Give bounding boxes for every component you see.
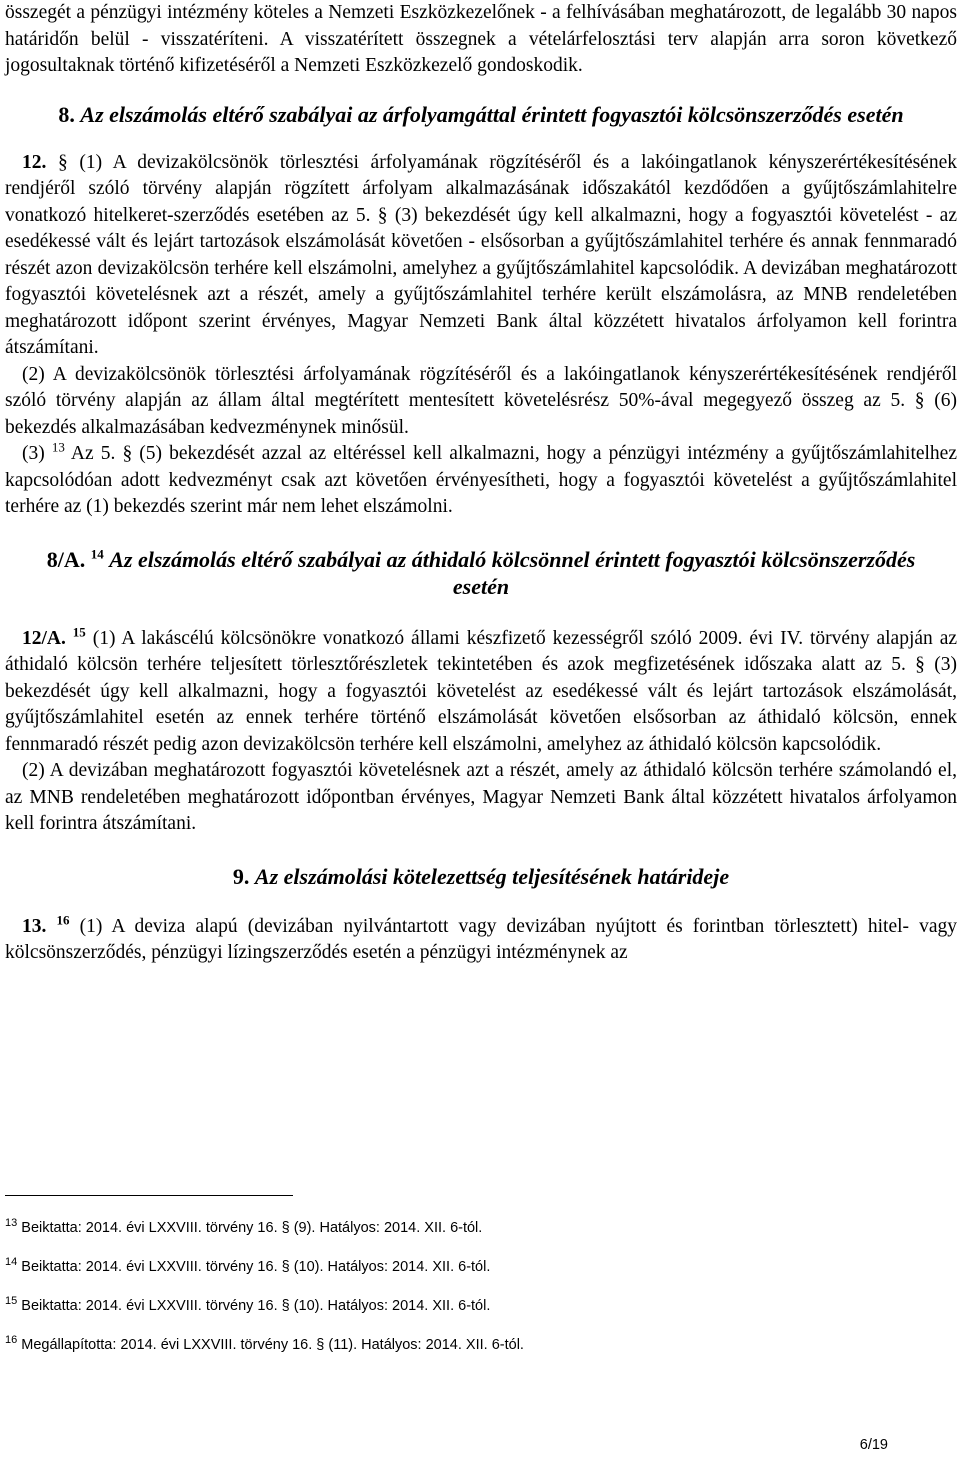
footnote-text: Beiktatta: 2014. évi LXXVIII. törvény 16. § (10). Hatályos: 2014. XII. 6-tól. xyxy=(21,1298,491,1314)
footnote-text: Beiktatta: 2014. évi LXXVIII. törvény 16. § (9). Hatályos: 2014. XII. 6-tól. xyxy=(21,1220,483,1236)
section-9-number: 9. xyxy=(232,863,250,889)
paragraph-13-number: 13. xyxy=(22,915,47,937)
footnote-ref-16[interactable]: 16 xyxy=(56,912,70,927)
footnotes xyxy=(5,1218,905,1374)
intro-paragraph: összegét a pénzügyi intézmény köteles a Nemzeti Eszközkezelőnek - a felhívásában meghatározott, de legalább 30 napos határidőn belül - visszatéríteni. A visszatérített összegnek a vételárfelosztási terv alapján arra soron következő jogosultaknak történő kifizetéséről a Nemzeti Eszközkezelő gondoskodik. xyxy=(5,2,957,76)
footnote-separator xyxy=(5,1195,293,1196)
section-8a-heading xyxy=(19,546,943,600)
footnote-number: 16 xyxy=(5,1334,18,1347)
section-9-title: Az elszámolási kötelezettség teljesítésének határideje xyxy=(254,863,730,889)
footnote-15 xyxy=(5,1296,905,1316)
footnote-16 xyxy=(5,1335,905,1355)
paragraph-12-number: 12. xyxy=(22,151,47,173)
paragraph-13-1-text: (1) A deviza alapú (devizában nyilvántartott vagy devizában nyújtott és forintban törlesztett) hitel- vagy kölcsönszerződés, pénzügyi lízingszerződés esetén a pénzügyi intézménynek az xyxy=(5,915,958,963)
paragraph-12a-2: (2) A devizában meghatározott fogyasztói követelésnek azt a részét, amely az áthidaló kölcsön terhére számolandó el, az MNB rendeletében meghatározott időpontban érvényes, Magyar Nemzeti Bank által közzétett hivatalos árfolyamon kell forintra átszámítani. xyxy=(5,760,957,834)
footnote-number: 15 xyxy=(5,1295,18,1308)
paragraph-13-1 xyxy=(5,914,957,967)
footnote-number: 14 xyxy=(5,1256,18,1269)
footnote-number: 13 xyxy=(5,1217,18,1230)
section-8a-title: Az elszámolás eltérő szabályai az áthidaló kölcsönnel érintett fogyasztói kölcsönszerződés esetén xyxy=(109,546,916,599)
section-8-title: Az elszámolás eltérő szabályai az árfolyamgáttal érintett fogyasztói kölcsönszerződés esetén xyxy=(80,101,904,127)
page-number: 6/19 xyxy=(859,1437,888,1453)
paragraph-12a-1-text: (1) A lakáscélú kölcsönökre vonatkozó állami készfizető kezességről szóló 2009. évi IV. törvény alapján az áthidaló kölcsön terhére teljesített törlesztőrészletek tekintetében és azok megfizetésének időszaka alatt az 5. § (3) bekezdését úgy kell alkalmazni, hogy a fogyasztói követelést az esedékessé vált és lejárt tartozások elszámolását, gyűjtőszámlahitel esetén az ennek terhére történő elszámolását követően elsősorban az áthidaló kölcsön, ennek fennmaradó részét pedig azon devizakölcsön terhére kell elszámolni, amelyhez az áthidaló kölcsön kapcsolódik. xyxy=(5,627,958,755)
paragraph-12-3-prefix: (3) xyxy=(22,443,45,464)
footnote-ref-15[interactable]: 15 xyxy=(72,624,86,639)
section-9-heading xyxy=(19,863,943,890)
footnote-14 xyxy=(5,1257,905,1277)
paragraph-12-2: (2) A devizakölcsönök törlesztési árfolyamának rögzítéséről és a lakóingatlanok kényszerértékesítésének rendjéről szóló törvény alapján az állam által megtérített mentesített követelésrész 50%-ával megegyező összeg az 5. § (6) bekezdés alkalmazásában kedvezménynek minősül. xyxy=(5,363,957,438)
footnote-text: Beiktatta: 2014. évi LXXVIII. törvény 16. § (10). Hatályos: 2014. XII. 6-tól. xyxy=(21,1259,491,1275)
section-8-number: 8. xyxy=(58,101,75,127)
paragraph-12-3-text: Az 5. § (5) bekezdését azzal az eltéréssel kell alkalmazni, hogy a pénzügyi intézmény a gyűjtőszámlahitelhez kapcsolódóan adott kedvezményt csak azt követően érvényesítheti, hogy a fogyasztói követelést a gyűjtőszámlahitel terhére az (1) bekezdés szerint már nem lehet elszámolni. xyxy=(5,443,957,517)
section-8a-number: 8/A. xyxy=(46,546,86,572)
footnote-text: Megállapította: 2014. évi LXXVIII. törvény 16. § (11). Hatályos: 2014. XII. 6-tól. xyxy=(21,1337,524,1353)
footnote-13 xyxy=(5,1218,905,1238)
paragraph-12a-1 xyxy=(5,626,957,759)
paragraph-12a-number: 12/A. xyxy=(22,627,66,649)
paragraph-12-1-text: § (1) A devizakölcsönök törlesztési árfolyamának rögzítéséről és a lakóingatlanok kényszerértékesítésének rendjéről szóló törvény alapján rögzített árfolyam alkalmazásának időszakától kezdődően a gyűjtőszámlahitelre vonatkozó hitelkeret-szerződés esetében az 5. § (3) bekezdését úgy kell alkalmazni, hogy a fogyasztói követelést - az esedékessé vált és lejárt tartozások elszámolását követően - elsősorban a gyűjtőszámlahitel terhére és annak fennmaradó részét azon devizakölcsön terhére kell elszámolni, amelyhez a gyűjtőszámlahitel kapcsolódik. A devizában meghatározott fogyasztói követelésnek azt a részét, amely a gyűjtőszámlahitel terhére került elszámolásra, az MNB rendeletében meghatározott időpont szerint érvényes, Magyar Nemzeti Bank által közzétett hivatalos árfolyamon kell forintra átszámítani. xyxy=(5,151,957,358)
paragraph-12-3 xyxy=(5,441,957,521)
paragraph-12-1 xyxy=(5,150,957,362)
section-8-heading xyxy=(19,101,943,128)
footnote-ref-13[interactable]: 13 xyxy=(51,439,65,455)
document-page xyxy=(5,0,957,967)
footnote-ref-14[interactable]: 14 xyxy=(90,546,104,562)
